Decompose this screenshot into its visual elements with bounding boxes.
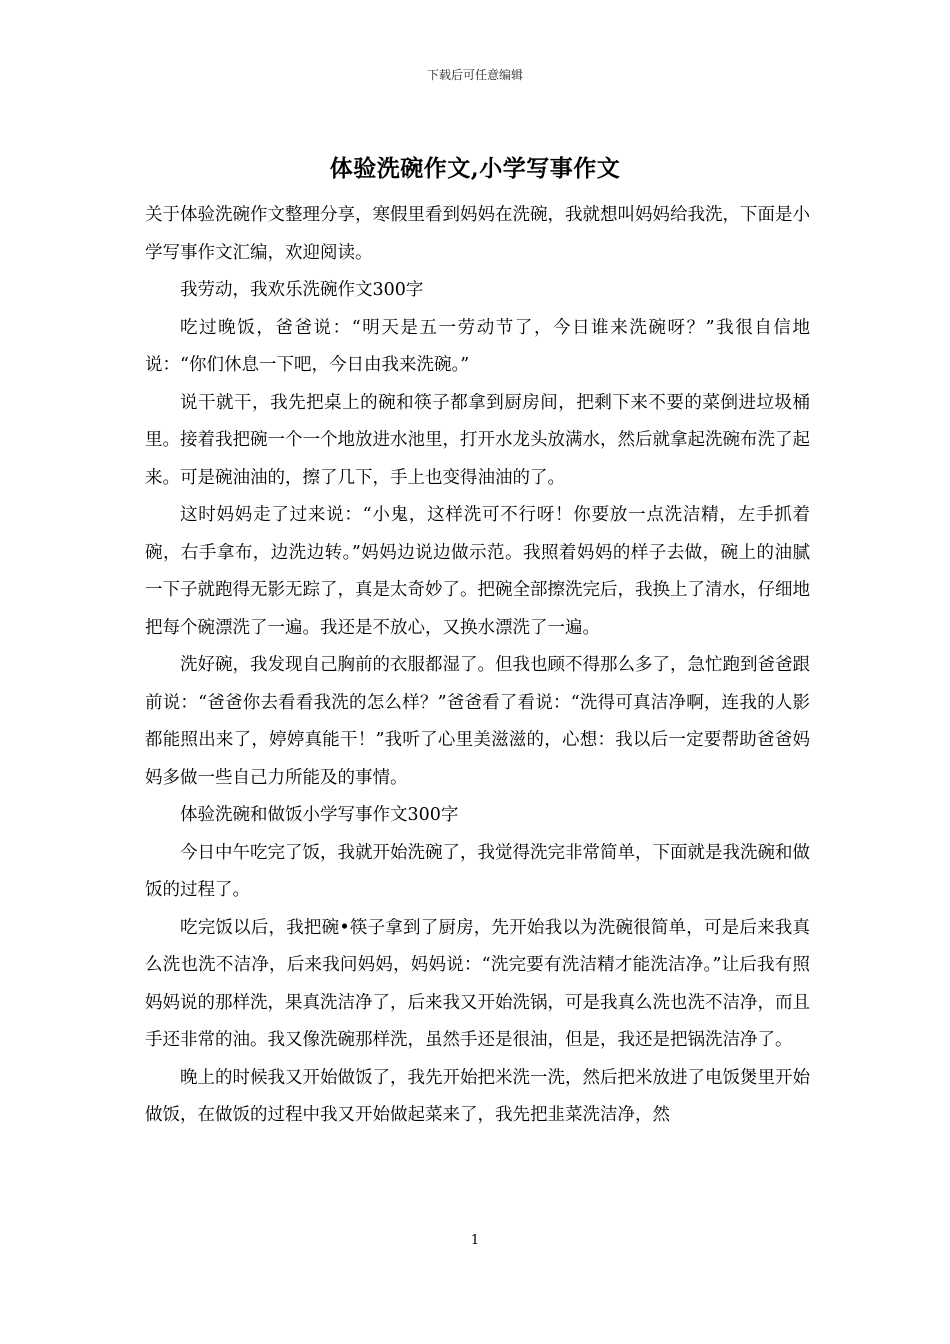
paragraph: 关于体验洗碗作文整理分享，寒假里看到妈妈在洗碗，我就想叫妈妈给我洗，下面是小学写事作文汇编，欢迎阅读。 xyxy=(145,205,810,263)
page-header: 下载后可任意编辑 xyxy=(426,68,523,82)
document-body xyxy=(145,197,810,1135)
document-title: 体验洗碗作文,小学写事作文 xyxy=(329,155,621,182)
paragraph: 今日中午吃完了饭，我就开始洗碗了，我觉得洗完非常简单，下面就是我洗碗和做饭的过程了。 xyxy=(145,842,810,900)
paragraph: 洗好碗，我发现自己胸前的衣服都湿了。但我也顾不得那么多了，急忙跑到爸爸跟前说：“爸爸你去看看我洗的怎么样？”爸爸看了看说：“洗得可真洁净啊，连我的人影都能照出来了，婷婷真能干！”我听了心里美滋滋的，心想：我以后一定要帮助爸爸妈妈多做一些自己力所能及的事情。 xyxy=(145,655,810,788)
paragraph: 说干就干，我先把桌上的碗和筷子都拿到厨房间，把剩下来不要的菜倒进垃圾桶里。接着我把碗一个一个地放进水池里，打开水龙头放满水，然后就拿起洗碗布洗了起来。可是碗油油的，擦了几下，手上也变得油油的了。 xyxy=(145,392,810,488)
section-heading: 体验洗碗和做饭小学写事作文300字 xyxy=(180,805,459,825)
section-heading: 我劳动，我欢乐洗碗作文300字 xyxy=(180,280,424,300)
paragraph: 吃完饭以后，我把碗•筷子拿到了厨房，先开始我以为洗碗很简单，可是后来我真么洗也洗不洁净，后来我问妈妈，妈妈说：“洗完要有洗洁精才能洗洁净。”让后我有照妈妈说的那样洗，果真洗洁净了，后来我又开始洗锅，可是我真么洗也洗不洁净，而且手还非常的油。我又像洗碗那样洗，虽然手还是很油，但是，我还是把锅洗洁净了。 xyxy=(145,917,810,1050)
paragraph: 晚上的时候我又开始做饭了，我先开始把米洗一洗，然后把米放进了电饭煲里开始做饭，在做饭的过程中我又开始做起菜来了，我先把韭菜洗洁净，然 xyxy=(145,1067,810,1125)
paragraph: 吃过晚饭，爸爸说：“明天是五一劳动节了，今日谁来洗碗呀？”我很自信地说：“你们休息一下吧，今日由我来洗碗。” xyxy=(145,317,810,375)
paragraph: 这时妈妈走了过来说：“小鬼，这样洗可不行呀！你要放一点洗洁精，左手抓着碗，右手拿布，边洗边转。”妈妈边说边做示范。我照着妈妈的样子去做，碗上的油腻一下子就跑得无影无踪了，真是太奇妙了。把碗全部擦洗完后，我换上了清水，仔细地把每个碗漂洗了一遍。我还是不放心，又换水漂洗了一遍。 xyxy=(145,505,810,638)
page-number: 1 xyxy=(470,1233,480,1248)
